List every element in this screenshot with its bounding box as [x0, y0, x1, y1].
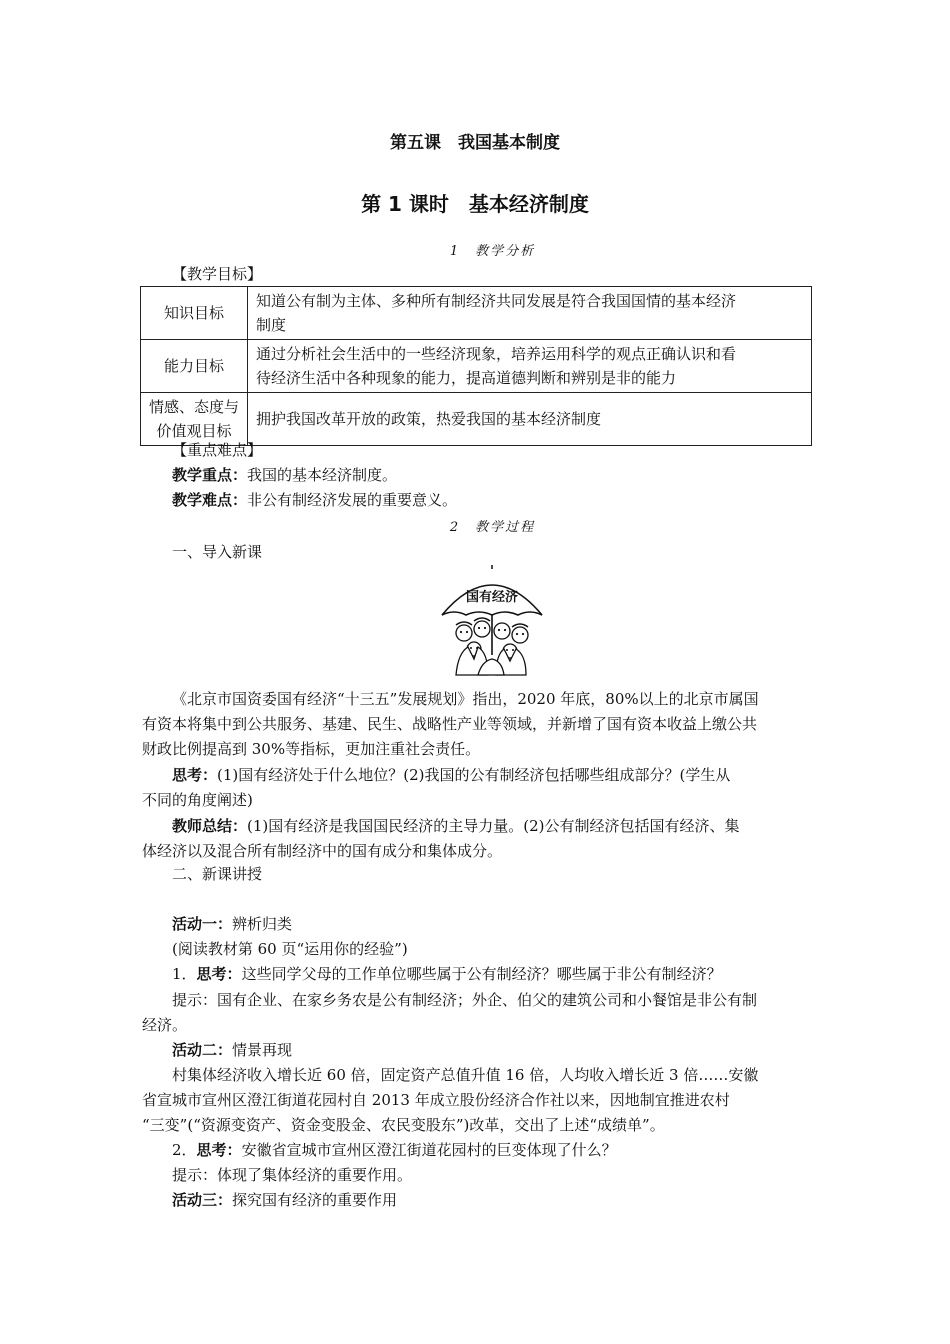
think-label: 思考：	[172, 766, 218, 784]
key-point-text: 我国的基本经济制度。	[247, 466, 398, 484]
goal-label-line: 价值观目标	[156, 422, 232, 440]
person-head	[494, 623, 510, 639]
think-question	[142, 763, 844, 787]
para1-line: 《北京市国资委国有经济“十三五”发展规划》指出，2020 年底，80%以上的北京市属国	[172, 690, 759, 708]
activity-label: 活动三：	[172, 1191, 233, 1209]
question-number: 2．	[172, 1141, 197, 1159]
question-label: 思考：	[196, 965, 242, 983]
goal-text-line: 通过分析社会生活中的一些经济现象，培养运用科学的观点正确认识和看	[256, 345, 737, 363]
goal-text	[248, 340, 812, 393]
para1-line: 财政比例提高到 30%等指标，更加注重社会责任。	[142, 740, 481, 758]
goal-text	[248, 287, 812, 340]
para2-line: “三变”(“资源变资产、资金变股金、农民变股东”)改革，交出了上述“成绩单”。	[142, 1116, 665, 1134]
goal-label: 知识目标	[141, 287, 248, 340]
table-row	[141, 340, 812, 393]
goal-text-line: 拥护我国改革开放的政策，热爱我国的基本经济制度	[256, 410, 602, 428]
think-text: (1)国有经济处于什么地位？(2)我国的公有制经济包括哪些组成部分？(学生从	[217, 766, 731, 784]
teacher-summary	[142, 814, 844, 838]
hint-2: 提示：体现了集体经济的重要作用。	[172, 1166, 413, 1184]
activity-2	[142, 1038, 844, 1062]
goal-label: 能力目标	[141, 340, 248, 393]
para2-line: 村集体经济收入增长近 60 倍，固定资产总值升值 16 倍，人均收入增长近 3 倍……安徽	[172, 1066, 759, 1084]
keypoints-label: 【重点难点】	[172, 441, 263, 459]
person-head	[512, 627, 528, 643]
summary-text: (1)国有经济是我国国民经济的主导力量。(2)公有制经济包括国有经济、集	[247, 817, 740, 835]
goal-text-line: 制度	[256, 316, 287, 334]
question-1	[142, 962, 844, 986]
activity-text: 辨析归类	[232, 915, 293, 933]
teacher-summary-cont: 体经济以及混合所有制经济中的国有成分和集体成分。	[142, 842, 503, 860]
lesson-title: 第五课 我国基本制度	[390, 133, 560, 153]
goal-text-line: 知道公有制为主体、多种所有制经济共同发展是符合我国国情的基本经济	[256, 292, 737, 310]
key-point-label: 教学重点：	[172, 466, 248, 484]
activity-label: 活动一：	[172, 915, 233, 933]
question-number: 1．	[172, 965, 197, 983]
difficult-point-label: 教学难点：	[172, 491, 248, 509]
person-head	[474, 621, 490, 637]
table-row	[141, 287, 812, 340]
difficult-point-text: 非公有制经济发展的重要意义。	[247, 491, 458, 509]
hint-1-cont: 经济。	[142, 1016, 188, 1034]
activity-label: 活动二：	[172, 1041, 233, 1059]
goals-label: 【教学目标】	[172, 265, 263, 283]
activity-text: 探究国有经济的重要作用	[232, 1191, 398, 1209]
goals-table	[140, 286, 812, 446]
para2-line: 省宣城市宣州区澄江街道花园村自 2013 年成立股份经济合作社以来，因地制宜推进农村	[142, 1091, 730, 1109]
think-question-cont: 不同的角度阐述)	[142, 791, 253, 809]
intro-heading: 一、导入新课	[172, 543, 263, 561]
hint-1: 提示：国有企业、在家乡务农是公有制经济；外企、伯父的建筑公司和小餐馆是非公有制	[172, 991, 758, 1009]
activity-1-source: (阅读教材第 60 页“运用你的经验”)	[172, 940, 408, 958]
question-label: 思考：	[196, 1141, 242, 1159]
activity-text: 情景再现	[232, 1041, 293, 1059]
difficult-point	[142, 488, 844, 512]
person-head	[456, 625, 472, 641]
goal-text-line: 待经济生活中各种现象的能力，提高道德判断和辨别是非的能力	[256, 369, 677, 387]
goal-label-line: 情感、态度与	[148, 398, 239, 416]
section-heading-analysis: 1 教学分析	[449, 244, 536, 259]
activity-1	[142, 912, 844, 936]
period-title: 第 1 课时 基本经济制度	[361, 192, 589, 216]
section-heading-process: 2 教学过程	[449, 520, 536, 535]
para1-line: 有资本将集中到公共服务、基建、民生、战略性产业等领域，并新增了国有资本收益上缴公共	[142, 715, 758, 733]
question-text: 这些同学父母的工作单位哪些属于公有制经济？哪些属于非公有制经济？	[241, 965, 722, 983]
state-economy-illustration	[438, 563, 546, 677]
question-2	[142, 1138, 844, 1162]
new-lesson-heading: 二、新课讲授	[172, 865, 263, 883]
umbrella-label: 国有经济	[465, 590, 519, 605]
question-text: 安徽省宣城市宣州区澄江街道花园村的巨变体现了什么？	[241, 1141, 617, 1159]
activity-3	[142, 1188, 844, 1212]
summary-label: 教师总结：	[172, 817, 248, 835]
key-point	[142, 463, 844, 487]
